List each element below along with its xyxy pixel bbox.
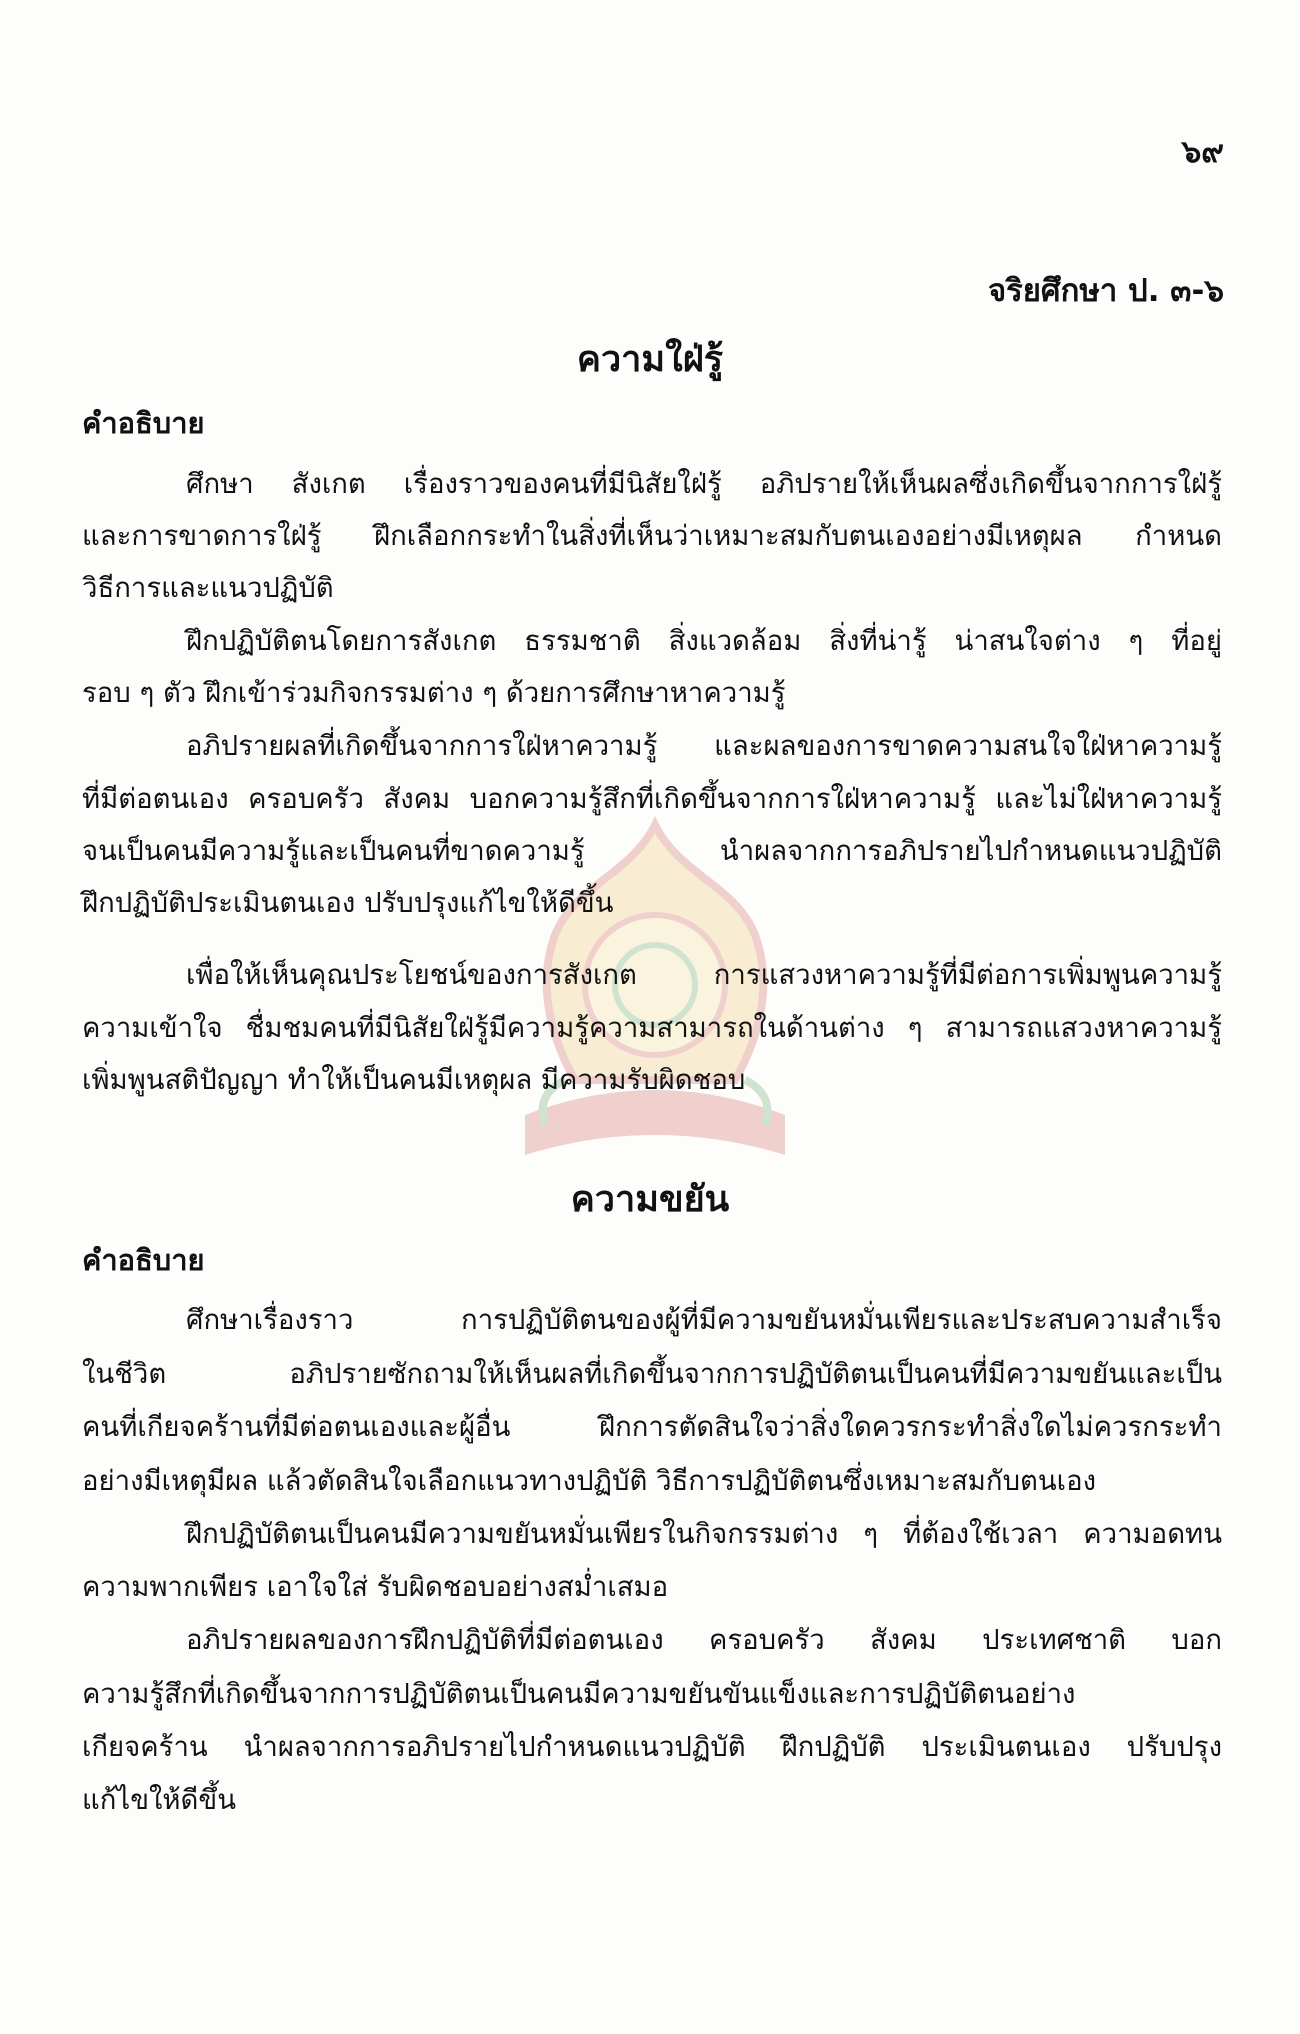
paragraph-line: ความเข้าใจ ชื่มชมคนที่มีนิสัยใฝ่รู้มีความรู้ความสามารถในด้านต่าง ๆ สามารถแสวงหาความรู้ bbox=[82, 1012, 1222, 1044]
paragraph-line: และการขาดการใฝ่รู้ ฝึกเลือกกระทำในสิ่งที่เห็นว่าเหมาะสมกับตนเองอย่างมีเหตุผล กำหนด bbox=[82, 520, 1222, 552]
watermark-emblem-icon bbox=[505, 815, 805, 1175]
section-title-diligence: ความขยัน bbox=[570, 1179, 730, 1220]
paragraph-line: ฝึกปฏิบัติตนโดยการสังเกต ธรรมชาติ สิ่งแวดล้อม สิ่งที่น่ารู้ น่าสนใจต่าง ๆ ที่อยู่ bbox=[186, 625, 1222, 657]
paragraph-line: เกียจคร้าน นำผลจากการอภิปรายไปกำหนดแนวปฏิบัติ ฝึกปฏิบัติ ประเมินตนเอง ปรับปรุง bbox=[82, 1731, 1222, 1763]
paragraph-line: จนเป็นคนมีความรู้และเป็นคนที่ขาดความรู้ นำผลจากการอภิปรายไปกำหนดแนวปฏิบัติ bbox=[82, 835, 1222, 867]
paragraph-line: คนที่เกียจคร้านที่มีต่อตนเองและผู้อื่น ฝึกการตัดสินใจว่าสิ่งใดควรกระทำสิ่งใดไม่ควรกระทำ bbox=[82, 1411, 1222, 1443]
paragraph-line: ความพากเพียร เอาใจใส่ รับผิดชอบอย่างสม่ำเสมอ bbox=[82, 1571, 669, 1603]
paragraph-line: เพื่อให้เห็นคุณประโยชน์ของการสังเกต การแสวงหาความรู้ที่มีต่อการเพิ่มพูนความรู้ bbox=[186, 959, 1222, 991]
paragraph-line: ฝึกปฏิบัติประเมินตนเอง ปรับปรุงแก้ไขให้ดีขึ้น bbox=[82, 887, 614, 919]
section-heading: คำอธิบาย bbox=[82, 1243, 205, 1277]
paragraph-line: ศึกษา สังเกต เรื่องราวของคนที่มีนิสัยใฝ่รู้ อภิปรายให้เห็นผลซึ่งเกิดขึ้นจากการใฝ่รู้ bbox=[186, 468, 1222, 500]
subject-label: จริยศึกษา ป. ๓-๖ bbox=[987, 273, 1224, 309]
paragraph-line: อภิปรายผลของการฝึกปฏิบัติที่มีต่อตนเอง ครอบครัว สังคม ประเทศชาติ บอก bbox=[186, 1624, 1222, 1656]
paragraph-line: รอบ ๆ ตัว ฝึกเข้าร่วมกิจกรรมต่าง ๆ ด้วยการศึกษาหาความรู้ bbox=[82, 677, 786, 709]
section-heading: คำอธิบาย bbox=[82, 406, 205, 440]
paragraph-line: อภิปรายผลที่เกิดขึ้นจากการใฝ่หาความรู้ และผลของการขาดความสนใจใฝ่หาความรู้ bbox=[186, 730, 1222, 762]
paragraph-line: วิธีการและแนวปฏิบัติ bbox=[82, 572, 334, 604]
paragraph-line: ศึกษาเรื่องราว การปฏิบัติตนของผู้ที่มีความขยันหมั่นเพียรและประสบความสำเร็จ bbox=[186, 1304, 1222, 1336]
paragraph-line: ความรู้สึกที่เกิดขึ้นจากการปฏิบัติตนเป็นคนมีความขยันขันแข็งและการปฏิบัติตนอย่าง bbox=[82, 1678, 1076, 1710]
section-title-knowledge: ความใฝ่รู้ bbox=[576, 339, 724, 380]
paragraph-line: อย่างมีเหตุมีผล แล้วตัดสินใจเลือกแนวทางปฏิบัติ วิธีการปฏิบัติตนซึ่งเหมาะสมกับตนเอง bbox=[82, 1465, 1097, 1497]
page-number: ๖๙ bbox=[1181, 134, 1224, 170]
paragraph-line: ฝึกปฏิบัติตนเป็นคนมีความขยันหมั่นเพียรในกิจกรรมต่าง ๆ ที่ต้องใช้เวลา ความอดทน bbox=[186, 1518, 1222, 1550]
paragraph-line: ที่มีต่อตนเอง ครอบครัว สังคม บอกความรู้สึกที่เกิดขึ้นจากการใฝ่หาความรู้ และไม่ใฝ่หาความรู้ bbox=[82, 783, 1222, 815]
paragraph-line: ในชีวิต อภิปรายซักถามให้เห็นผลที่เกิดขึ้นจากการปฏิบัติตนเป็นคนที่มีความขยันและเป็น bbox=[82, 1358, 1222, 1390]
paragraph-line: เพิ่มพูนสติปัญญา ทำให้เป็นคนมีเหตุผล มีความรับผิดชอบ bbox=[82, 1064, 746, 1096]
paragraph-line: แก้ไขให้ดีขึ้น bbox=[82, 1784, 237, 1816]
